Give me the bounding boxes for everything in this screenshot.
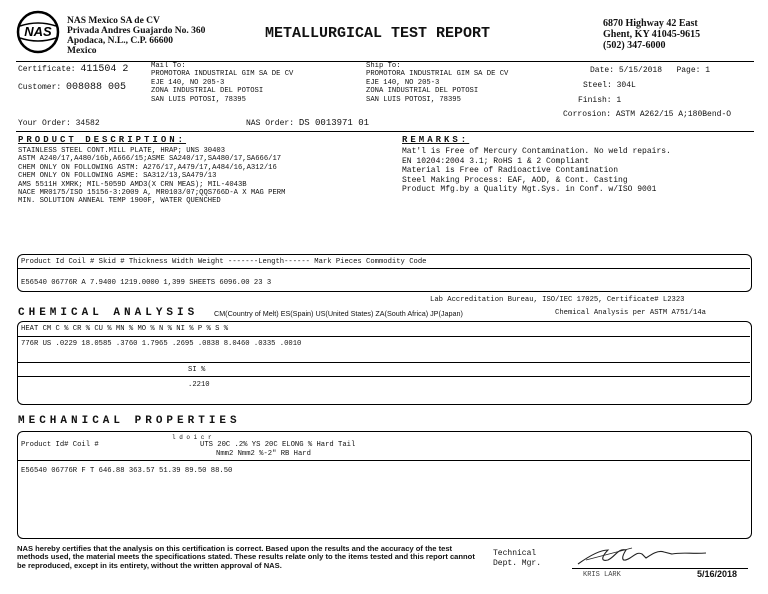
- hq-street: 6870 Highway 42 East: [603, 18, 698, 29]
- corrosion-field: [563, 110, 731, 119]
- remarks-line: EN 10204:2004 3.1; RoHS 1 & 2 Compliant: [402, 156, 590, 166]
- certificate-label: Certificate:: [18, 65, 76, 74]
- lab-accreditation: Lab Accreditation Bureau, ISO/IEC 17025, Certificate# L2323: [430, 296, 685, 304]
- mail-to-block: [151, 62, 293, 104]
- ship-to-line: ZONA INDUSTRIAL DEL POTOSI: [366, 87, 479, 96]
- signature-title-line: Dept. Mgr.: [493, 558, 542, 568]
- signature-date: 5/16/2018: [697, 569, 738, 579]
- chemical-analysis-title: CHEMICAL ANALYSIS: [18, 307, 199, 319]
- remarks-line: Steel Making Process: EAF, AOD, & Cont. Casting: [402, 175, 628, 185]
- remarks-body: [402, 147, 671, 195]
- mechanical-table: [17, 431, 752, 539]
- certification-statement: NAS hereby certifies that the analysis on this certification is correct. Based upon the results and the accuracy of the test methods used, the material meets the specifications stated. These results relate only to the items tested and this report cannot be reproduced, except in its entirety, without the written approval of NAS.: [17, 544, 475, 570]
- report-title: METALLURGICAL TEST REPORT: [265, 25, 491, 42]
- product-description-title: PRODUCT DESCRIPTION:: [18, 135, 187, 145]
- signature: [572, 544, 712, 568]
- mechanical-table-divider: [18, 460, 750, 461]
- chemical-table-divider: [18, 362, 750, 363]
- signature-title: [493, 549, 541, 568]
- mail-to-line: ZONA INDUSTRIAL DEL POTOSI: [151, 87, 264, 96]
- company-address: [67, 16, 205, 56]
- nas-logo: [16, 10, 60, 54]
- your-order-value: 34582: [75, 119, 100, 128]
- mail-to-line: PROMOTORA INDUSTRIAL GIM SA DE CV: [151, 70, 294, 79]
- company-name: NAS Mexico SA de CV: [67, 16, 160, 26]
- your-order-label: Your Order:: [18, 119, 71, 128]
- product-description-line: STAINLESS STEEL CONT.MILL PLATE, HRAP; UNS 30403: [18, 147, 226, 155]
- product-description-line: ASTM A240/17,A480/16b,A666/15;ASME SA240/17,SA480/17,SA666/17: [18, 155, 282, 164]
- mail-to-line: EJE 140, NO 205-3: [151, 78, 225, 87]
- steel-value: 304L: [616, 81, 636, 90]
- page-label: Page:: [676, 66, 701, 75]
- remarks-title: REMARKS:: [402, 135, 470, 145]
- certificate-value: 411504 2: [80, 64, 129, 75]
- customer-field: [18, 83, 126, 92]
- ship-to-line: EJE 140, NO 205-3: [366, 78, 440, 87]
- mechanical-header-properties: UTS 20C .2% YS 20C ELONG % Hard Tail: [200, 441, 356, 449]
- finish-label: Finish:: [578, 96, 612, 105]
- mechanical-table-row: E56540 06776R F T 646.88 363.57 51.39 89.50 88.50: [21, 467, 233, 475]
- logo-text: NAS: [24, 24, 52, 39]
- your-order-field: [18, 119, 100, 128]
- chemical-table-divider: [18, 376, 750, 377]
- finish-field: [578, 96, 621, 105]
- product-table-row: E56540 06776R A 7.9400 1219.0000 1,399 SHEETS 6096.00 23 3: [21, 279, 272, 287]
- steel-field: [583, 81, 636, 90]
- mechanical-properties-title: MECHANICAL PROPERTIES: [18, 415, 241, 427]
- product-description-line: AMS 5511H XMRK; MIL-5059D AMD3(X CRN MEAS); MIL-4043B: [18, 180, 247, 189]
- mail-to-label: Mail To:: [151, 62, 186, 70]
- customer-label: Customer:: [18, 83, 62, 92]
- product-description-line: MIN. SOLUTION ANNEAL TEMP 1900F, WATER QUENCHED: [18, 197, 221, 206]
- section-divider: [16, 131, 754, 132]
- product-table-header: Product Id Coil # Skid # Thickness Width Weight -------Length------ Mark Pieces Commodity Code: [21, 258, 427, 266]
- mechanical-ld-code: l d o i c r: [172, 434, 212, 441]
- remarks-line: Mat'l is Free of Mercury Contamination. No weld repairs.: [402, 147, 671, 156]
- ship-to-label: Ship To:: [366, 62, 401, 70]
- chemical-table-header: HEAT CM C % CR % CU % MN % MO % N % NI % P % S %: [21, 325, 229, 333]
- date-value: 5/15/2018: [618, 66, 663, 75]
- country-codes: CM(Country of Melt) ES(Spain) US(United States) ZA(South Africa) JP(Japan): [214, 309, 463, 318]
- remarks-line: Material is Free of Radioactive Contamination: [402, 166, 619, 175]
- company-city: Apodaca, N.L., C.P. 66600: [67, 36, 174, 46]
- steel-label: Steel:: [583, 81, 612, 90]
- finish-value: 1: [616, 96, 622, 105]
- nas-order-field: [246, 119, 369, 128]
- si-value: .2210: [188, 381, 210, 389]
- ship-to-line: PROMOTORA INDUSTRIAL GIM SA DE CV: [366, 70, 509, 79]
- hq-phone: (502) 347-6000: [603, 40, 666, 51]
- nas-order-label: NAS Order:: [246, 119, 295, 128]
- customer-value: 008088 005: [66, 82, 127, 93]
- company-street: Privada Andres Guajardo No. 360: [67, 26, 206, 36]
- page-value: 1: [705, 66, 711, 75]
- nas-logo-icon: [16, 10, 60, 54]
- mail-to-line: SAN LUIS POTOSI, 78395: [151, 95, 246, 104]
- date-label: Date:: [590, 66, 615, 75]
- ship-to-line: SAN LUIS POTOSI, 78395: [366, 95, 461, 104]
- certificate-field: [18, 65, 128, 74]
- hq-city: Ghent, KY 41045-9615: [603, 29, 701, 40]
- corrosion-value: ASTM A262/15 A;180Bend-O: [615, 110, 732, 119]
- product-table-divider: [18, 268, 750, 269]
- hq-address: [603, 18, 700, 51]
- signature-title-line: Technical: [493, 549, 537, 558]
- product-description-line: CHEM ONLY ON FOLLOWING ASTM: A276/17,A479/17,A484/16,A312/16: [18, 163, 277, 172]
- mechanical-header-ids: Product Id# Coil #: [21, 441, 99, 449]
- product-description-body: [18, 147, 285, 206]
- chemical-per-astm: Chemical Analysis per ASTM A751/14a: [555, 309, 706, 317]
- corrosion-label: Corrosion:: [563, 110, 612, 119]
- si-header: SI %: [188, 366, 206, 374]
- chemical-table: [17, 321, 752, 405]
- remarks-line: Product Mfg.by a Quality Mgt.Sys. in Conf. w/ISO 9001: [402, 185, 657, 194]
- product-description-line: CHEM ONLY ON FOLLOWING ASME: SA312/13,SA479/13: [18, 172, 217, 181]
- signer-name: KRIS LARK: [583, 571, 621, 579]
- product-description-line: NACE MR0175/ISO 15156-3:2009 A, MR0103/07;QQS766D-A X MAG PERM: [18, 189, 286, 198]
- ship-to-block: [366, 62, 508, 104]
- chemical-table-row: 776R US .0229 18.0585 .3760 1.7965 .2695 .0838 8.0460 .0335 .0010: [21, 340, 302, 348]
- nas-order-value: DS 0013971 01: [298, 118, 370, 128]
- date-field: [590, 66, 710, 75]
- company-country: Mexico: [67, 46, 97, 56]
- mechanical-header-units: Nmm2 Nmm2 %-2" RB Hard: [216, 450, 311, 458]
- chemical-table-divider: [18, 336, 750, 337]
- signature-scribble-icon: [572, 544, 712, 568]
